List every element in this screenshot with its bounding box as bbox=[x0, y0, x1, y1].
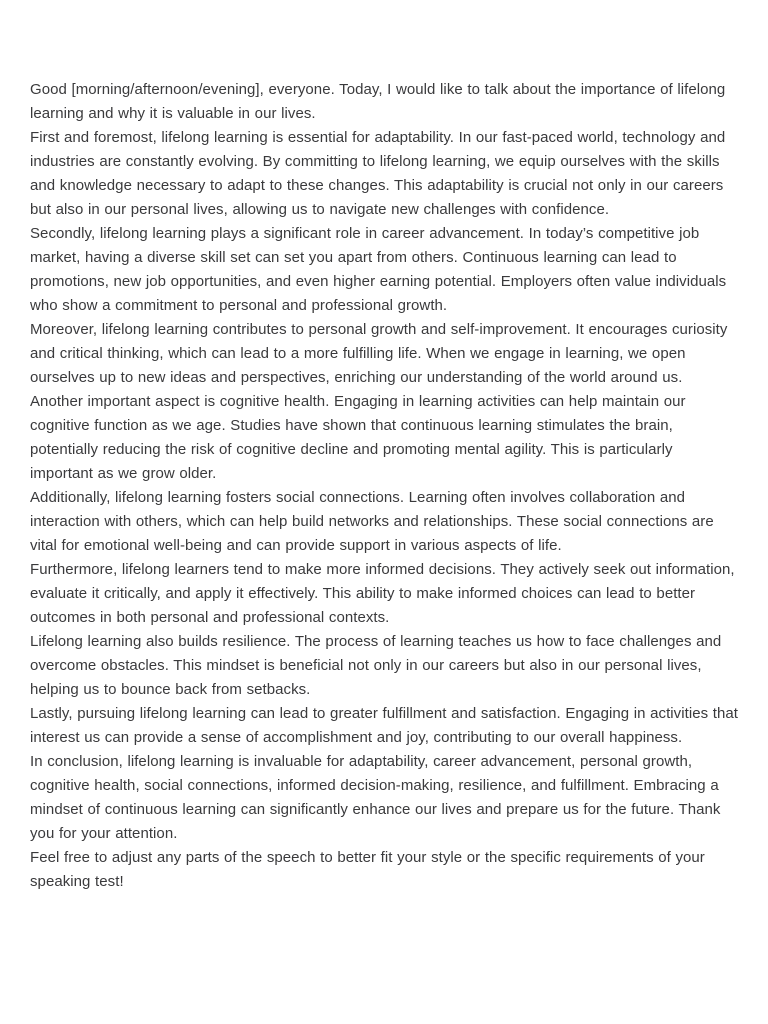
paragraph-social-connections: Additionally, lifelong learning fosters social connections. Learning often involves collaboration and interaction with others, which can help build networks and relationships. These social connections are vital for emotional well-being and can provide support in various aspects of life. bbox=[30, 489, 714, 554]
speech-text bbox=[30, 78, 740, 894]
paragraph-resilience: Lifelong learning also builds resilience. The process of learning teaches us how to face challenges and overcome obstacles. This mindset is beneficial not only in our careers but also in our personal lives, helping us to bounce back from setbacks. bbox=[30, 633, 722, 698]
paragraph-adaptability: First and foremost, lifelong learning is essential for adaptability. In our fast-paced world, technology and industries are constantly evolving. By committing to lifelong learning, we equip ourselves with the skills and knowledge necessary to adapt to these changes. This adaptability is crucial not only in our careers but also in our personal lives, allowing us to navigate new challenges with confidence. bbox=[30, 129, 726, 218]
paragraph-cognitive-health: Another important aspect is cognitive health. Engaging in learning activities can help maintain our cognitive function as we age. Studies have shown that continuous learning stimulates the brain, potentially reducing the risk of cognitive decline and promoting mental agility. This is particularly important as we grow older. bbox=[30, 393, 686, 482]
paragraph-closing-note: Feel free to adjust any parts of the speech to better fit your style or the specific requirements of your speaking test! bbox=[30, 849, 705, 890]
paragraph-greeting: Good [morning/afternoon/evening], everyone. Today, I would like to talk about the importance of lifelong learning and why it is valuable in our lives. bbox=[30, 81, 726, 122]
paragraph-conclusion: In conclusion, lifelong learning is invaluable for adaptability, career advancement, personal growth, cognitive health, social connections, informed decision-making, resilience, and fulfillment. Embracing a mindset of continuous learning can significantly enhance our lives and prepare us for the future. Thank you for your attention. bbox=[30, 753, 721, 842]
paragraph-informed-decisions: Furthermore, lifelong learners tend to make more informed decisions. They actively seek out information, evaluate it critically, and apply it effectively. This ability to make informed choices can lead to better outcomes in both personal and professional contexts. bbox=[30, 561, 735, 626]
paragraph-fulfillment: Lastly, pursuing lifelong learning can lead to greater fulfillment and satisfaction. Engaging in activities that interest us can provide a sense of accomplishment and joy, contributing to our overall happiness. bbox=[30, 705, 738, 746]
paragraph-career-advancement: Secondly, lifelong learning plays a significant role in career advancement. In today’s competitive job market, having a diverse skill set can set you apart from others. Continuous learning can lead to promotions, new job opportunities, and even higher earning potential. Employers often value individuals who show a commitment to personal and professional growth. bbox=[30, 225, 727, 314]
paragraph-personal-growth: Moreover, lifelong learning contributes to personal growth and self-improvement. It encourages curiosity and critical thinking, which can lead to a more fulfilling life. When we engage in learning, we open ourselves up to new ideas and perspectives, enriching our understanding of the world around us. bbox=[30, 321, 728, 386]
